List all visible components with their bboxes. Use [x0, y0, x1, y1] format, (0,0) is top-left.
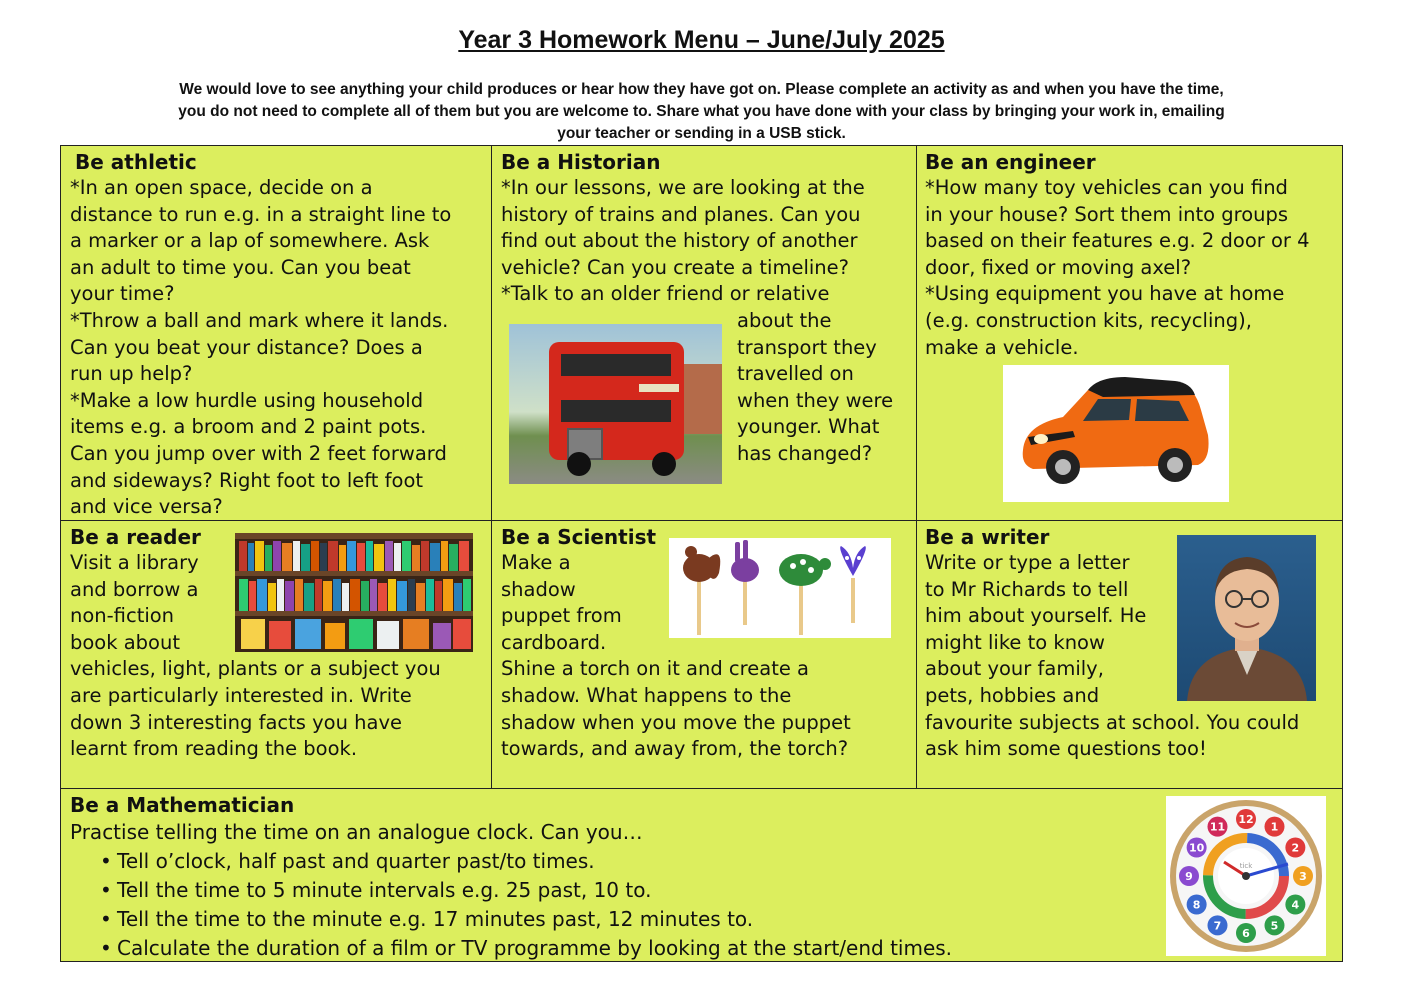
- text-line: *Using equipment you have at home: [925, 282, 1285, 306]
- cell-writer: [925, 524, 1341, 786]
- clock-number: 12: [1238, 813, 1254, 826]
- text-line: *In an open space, decide on a: [70, 176, 373, 199]
- puppets-image: [669, 538, 891, 638]
- text-line: learnt from reading the book.: [70, 737, 358, 761]
- text-line: *Talk to an older friend or relative: [501, 282, 830, 306]
- text-line: items e.g. a broom and 2 paint pots.: [70, 415, 427, 439]
- heading-reader: Be a reader: [70, 525, 201, 549]
- text-line: transport they: [737, 335, 877, 359]
- text-line: *Throw a ball and mark where it lands.: [70, 308, 449, 332]
- text-line: down 3 interesting facts you have: [70, 710, 402, 734]
- text-line: younger. What: [737, 415, 880, 439]
- text-line: *Make a low hurdle using household: [70, 388, 424, 412]
- heading-engineer: Be an engineer: [925, 150, 1096, 174]
- text-line: Practise telling the time on an analogue clock. Can you…: [70, 820, 643, 844]
- car-image: [1003, 365, 1229, 502]
- clock-image: [1166, 796, 1326, 956]
- text-line: and borrow a: [70, 577, 199, 601]
- text-line: Visit a library: [70, 551, 199, 574]
- intro-line: your teacher or sending in a USB stick.: [557, 125, 846, 142]
- text-line: pets, hobbies and: [925, 683, 1100, 707]
- cell-engineer: [925, 149, 1341, 519]
- text-line: run up help?: [70, 362, 193, 386]
- text-line: to Mr Richards to tell: [925, 577, 1129, 601]
- text-line: shadow when you move the puppet: [501, 710, 851, 734]
- clock-number: 2: [1291, 841, 1300, 855]
- grid-divider: [491, 146, 492, 788]
- books-image: [235, 533, 473, 652]
- grid-divider: [916, 146, 917, 788]
- list-item: • Tell the time to 5 minute intervals e.g. 25 past, 10 to.: [70, 876, 1340, 905]
- text-line: Write or type a letter: [925, 551, 1130, 574]
- text-line: vehicles, light, plants or a subject you: [70, 657, 441, 681]
- clock-number: 8: [1192, 898, 1201, 912]
- text-line: has changed?: [737, 441, 873, 465]
- text-line: Can you jump over with 2 feet forward: [70, 441, 447, 465]
- text-line: a marker or a lap of somewhere. Ask: [70, 229, 430, 253]
- text-line: door, fixed or moving axel?: [925, 255, 1192, 279]
- text-line: cardboard.: [501, 630, 607, 654]
- text-line: Can you beat your distance? Does a: [70, 335, 423, 359]
- intro-text: [60, 79, 1343, 145]
- text-line: and sideways? Right foot to left foot: [70, 468, 424, 492]
- clock-number: 11: [1209, 820, 1226, 834]
- bus-image: [509, 324, 722, 484]
- grid-divider: [61, 520, 1342, 521]
- text-line: your time?: [70, 282, 175, 306]
- list-item: • Tell the time to the minute e.g. 17 minutes past, 12 minutes to.: [70, 905, 1340, 934]
- clock-logo: tick: [1239, 862, 1253, 870]
- text-line: him about yourself. He: [925, 604, 1147, 628]
- text-line: shadow. What happens to the: [501, 683, 792, 707]
- text-line: (e.g. construction kits, recycling),: [925, 308, 1252, 332]
- text-line: puppet from: [501, 604, 622, 628]
- heading-historian: Be a Historian: [501, 150, 661, 174]
- text-line: *In our lessons, we are looking at the: [501, 176, 865, 199]
- text-line: in your house? Sort them into groups: [925, 202, 1289, 226]
- text-line: and vice versa?: [70, 495, 223, 519]
- clock-number: 9: [1185, 870, 1193, 883]
- text-line: history of trains and planes. Can you: [501, 202, 861, 226]
- list-item: • Calculate the duration of a film or TV programme by looking at the start/end times.: [70, 934, 1340, 960]
- grid-divider: [61, 788, 1342, 789]
- text-line: ask him some questions too!: [925, 737, 1207, 761]
- text-line: travelled on: [737, 362, 854, 386]
- cell-athletic: [70, 149, 488, 519]
- clock-number: 4: [1291, 898, 1300, 912]
- page-title: Year 3 Homework Menu – June/July 2025: [458, 26, 945, 54]
- text-line: favourite subjects at school. You could: [925, 710, 1300, 734]
- text-line: based on their features e.g. 2 door or 4: [925, 229, 1310, 253]
- text-line: an adult to time you. Can you beat: [70, 255, 411, 279]
- text-line: make a vehicle.: [925, 335, 1079, 359]
- maths-bullet-list: [70, 847, 1340, 960]
- heading-athletic: Be athletic: [75, 150, 197, 174]
- clock-number: 1: [1270, 820, 1279, 834]
- text-line: might like to know: [925, 630, 1105, 654]
- clock-number: 3: [1299, 870, 1307, 883]
- text-line: shadow: [501, 577, 576, 601]
- list-item: • Tell o’clock, half past and quarter past/to times.: [70, 847, 1340, 876]
- clock-number: 7: [1213, 919, 1222, 933]
- cell-maths: [70, 792, 1340, 960]
- text-line: vehicle? Can you create a timeline?: [501, 255, 849, 279]
- text-line: *How many toy vehicles can you find: [925, 176, 1288, 199]
- heading-maths: Be a Mathematician: [70, 793, 295, 817]
- text-line: Shine a torch on it and create a: [501, 657, 809, 681]
- clock-number: 10: [1188, 841, 1205, 855]
- text-line: Make a: [501, 551, 571, 574]
- intro-line: you do not need to complete all of them but you are welcome to. Share what you have done with your class by bringing your work in, emailing: [178, 103, 1225, 120]
- cell-scientist: [501, 524, 914, 786]
- cell-reader: [70, 524, 488, 786]
- text-line: distance to run e.g. in a straight line to: [70, 202, 452, 226]
- text-line: when they were: [737, 388, 894, 412]
- clock-number: 6: [1242, 927, 1250, 940]
- homework-grid: [60, 145, 1343, 962]
- heading-writer: Be a writer: [925, 525, 1050, 549]
- clock-number: 5: [1270, 919, 1279, 933]
- cell-historian: [501, 149, 914, 519]
- text-line: find out about the history of another: [501, 229, 858, 253]
- text-line: are particularly interested in. Write: [70, 683, 412, 707]
- teacher-image: [1177, 535, 1316, 701]
- text-line: book about: [70, 630, 180, 654]
- intro-line: We would love to see anything your child produces or hear how they have got on. Please complete an activity as and when you have the time,: [179, 81, 1224, 98]
- text-line: about the: [737, 309, 832, 332]
- text-line: about your family,: [925, 657, 1104, 681]
- heading-scientist: Be a Scientist: [501, 525, 657, 549]
- text-line: non-fiction: [70, 604, 175, 628]
- text-line: towards, and away from, the torch?: [501, 737, 849, 761]
